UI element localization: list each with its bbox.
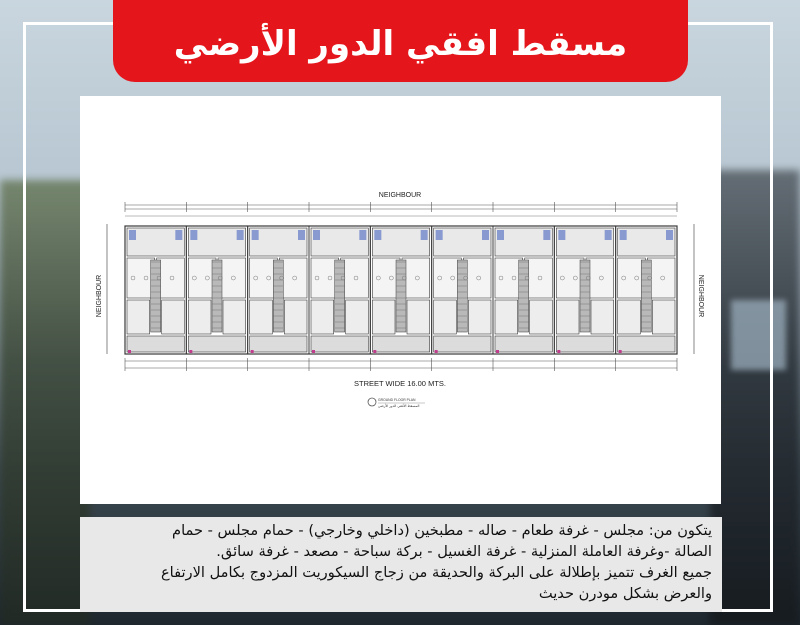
description-line-2: الصالة -وغرفة العاملة المنزلية - غرفة الغسيل - بركة سباحة - مصعد - غرفة سائق.	[216, 543, 712, 560]
plan-stamp-subtitle: المسقط الأفقي الدور الأرضي	[378, 404, 420, 408]
description-line-1: يتكون من: مجلس - غرفة طعام - صاله - مطبخين (داخلي وخارجي) - حمام مجلس - حمام	[172, 522, 712, 539]
pool	[359, 230, 366, 240]
pool	[374, 230, 381, 240]
room	[495, 300, 518, 334]
pool	[543, 230, 550, 240]
pool	[237, 230, 244, 240]
entrance-marker	[557, 350, 560, 353]
pool	[175, 230, 182, 240]
garage	[127, 336, 184, 352]
pool	[558, 230, 565, 240]
pool	[313, 230, 320, 240]
room	[162, 300, 185, 334]
right-neighbour-label: NEIGHBOUR	[697, 274, 704, 318]
pool	[298, 230, 305, 240]
pool	[129, 230, 136, 240]
page-title: مسقط افقي الدور الأرضي	[173, 24, 628, 64]
entrance-marker	[189, 350, 192, 353]
room	[127, 300, 150, 334]
garage	[250, 336, 307, 352]
pool	[421, 230, 428, 240]
pool	[605, 230, 612, 240]
garage	[372, 336, 429, 352]
room	[223, 300, 246, 334]
stair-core	[396, 260, 406, 332]
room	[407, 300, 430, 334]
entrance-marker	[619, 350, 622, 353]
entrance-marker	[312, 350, 315, 353]
title-banner	[113, 0, 688, 82]
pool	[482, 230, 489, 240]
pool	[666, 230, 673, 240]
stair-core	[151, 260, 161, 332]
stair-core	[519, 260, 529, 332]
pool	[252, 230, 259, 240]
room	[556, 300, 579, 334]
description-line-4: والعرض بشكل مودرن حديث	[538, 585, 712, 602]
floor-plan-sheet	[80, 96, 721, 504]
stair-core	[457, 260, 467, 332]
description-line-3: جميع الغرف تتميز بإطلالة على البركة والحديقة من زجاج السيكوريت المزدوج بكامل الارتفاع	[160, 564, 712, 581]
garage	[311, 336, 368, 352]
left-neighbour-label: NEIGHBOUR	[96, 274, 103, 318]
garage	[495, 336, 552, 352]
floor-plan-drawing	[80, 96, 721, 504]
room	[618, 300, 641, 334]
pool	[436, 230, 443, 240]
garage	[188, 336, 245, 352]
stair-core	[212, 260, 222, 332]
room	[372, 300, 395, 334]
room	[434, 300, 457, 334]
room	[591, 300, 614, 334]
plan-stamp-title: GROUND FLOOR PLAN	[378, 398, 416, 402]
entrance-marker	[251, 350, 254, 353]
garage	[556, 336, 613, 352]
pool	[190, 230, 197, 240]
pool	[620, 230, 627, 240]
stair-core	[580, 260, 590, 332]
room	[311, 300, 334, 334]
street-label: STREET WIDE 16.00 MTS.	[354, 379, 446, 388]
room	[188, 300, 211, 334]
room	[652, 300, 675, 334]
pool	[497, 230, 504, 240]
entrance-marker	[128, 350, 131, 353]
room	[250, 300, 273, 334]
top-neighbour-label: NEIGHBOUR	[378, 192, 422, 199]
entrance-marker	[373, 350, 376, 353]
stair-core	[641, 260, 651, 332]
room	[530, 300, 553, 334]
garage	[434, 336, 491, 352]
room	[468, 300, 491, 334]
garage	[618, 336, 675, 352]
room	[346, 300, 369, 334]
entrance-marker	[435, 350, 438, 353]
stair-core	[273, 260, 283, 332]
room	[284, 300, 307, 334]
stair-core	[335, 260, 345, 332]
entrance-marker	[496, 350, 499, 353]
description-box	[80, 517, 722, 612]
north-arrow-icon	[368, 398, 376, 406]
